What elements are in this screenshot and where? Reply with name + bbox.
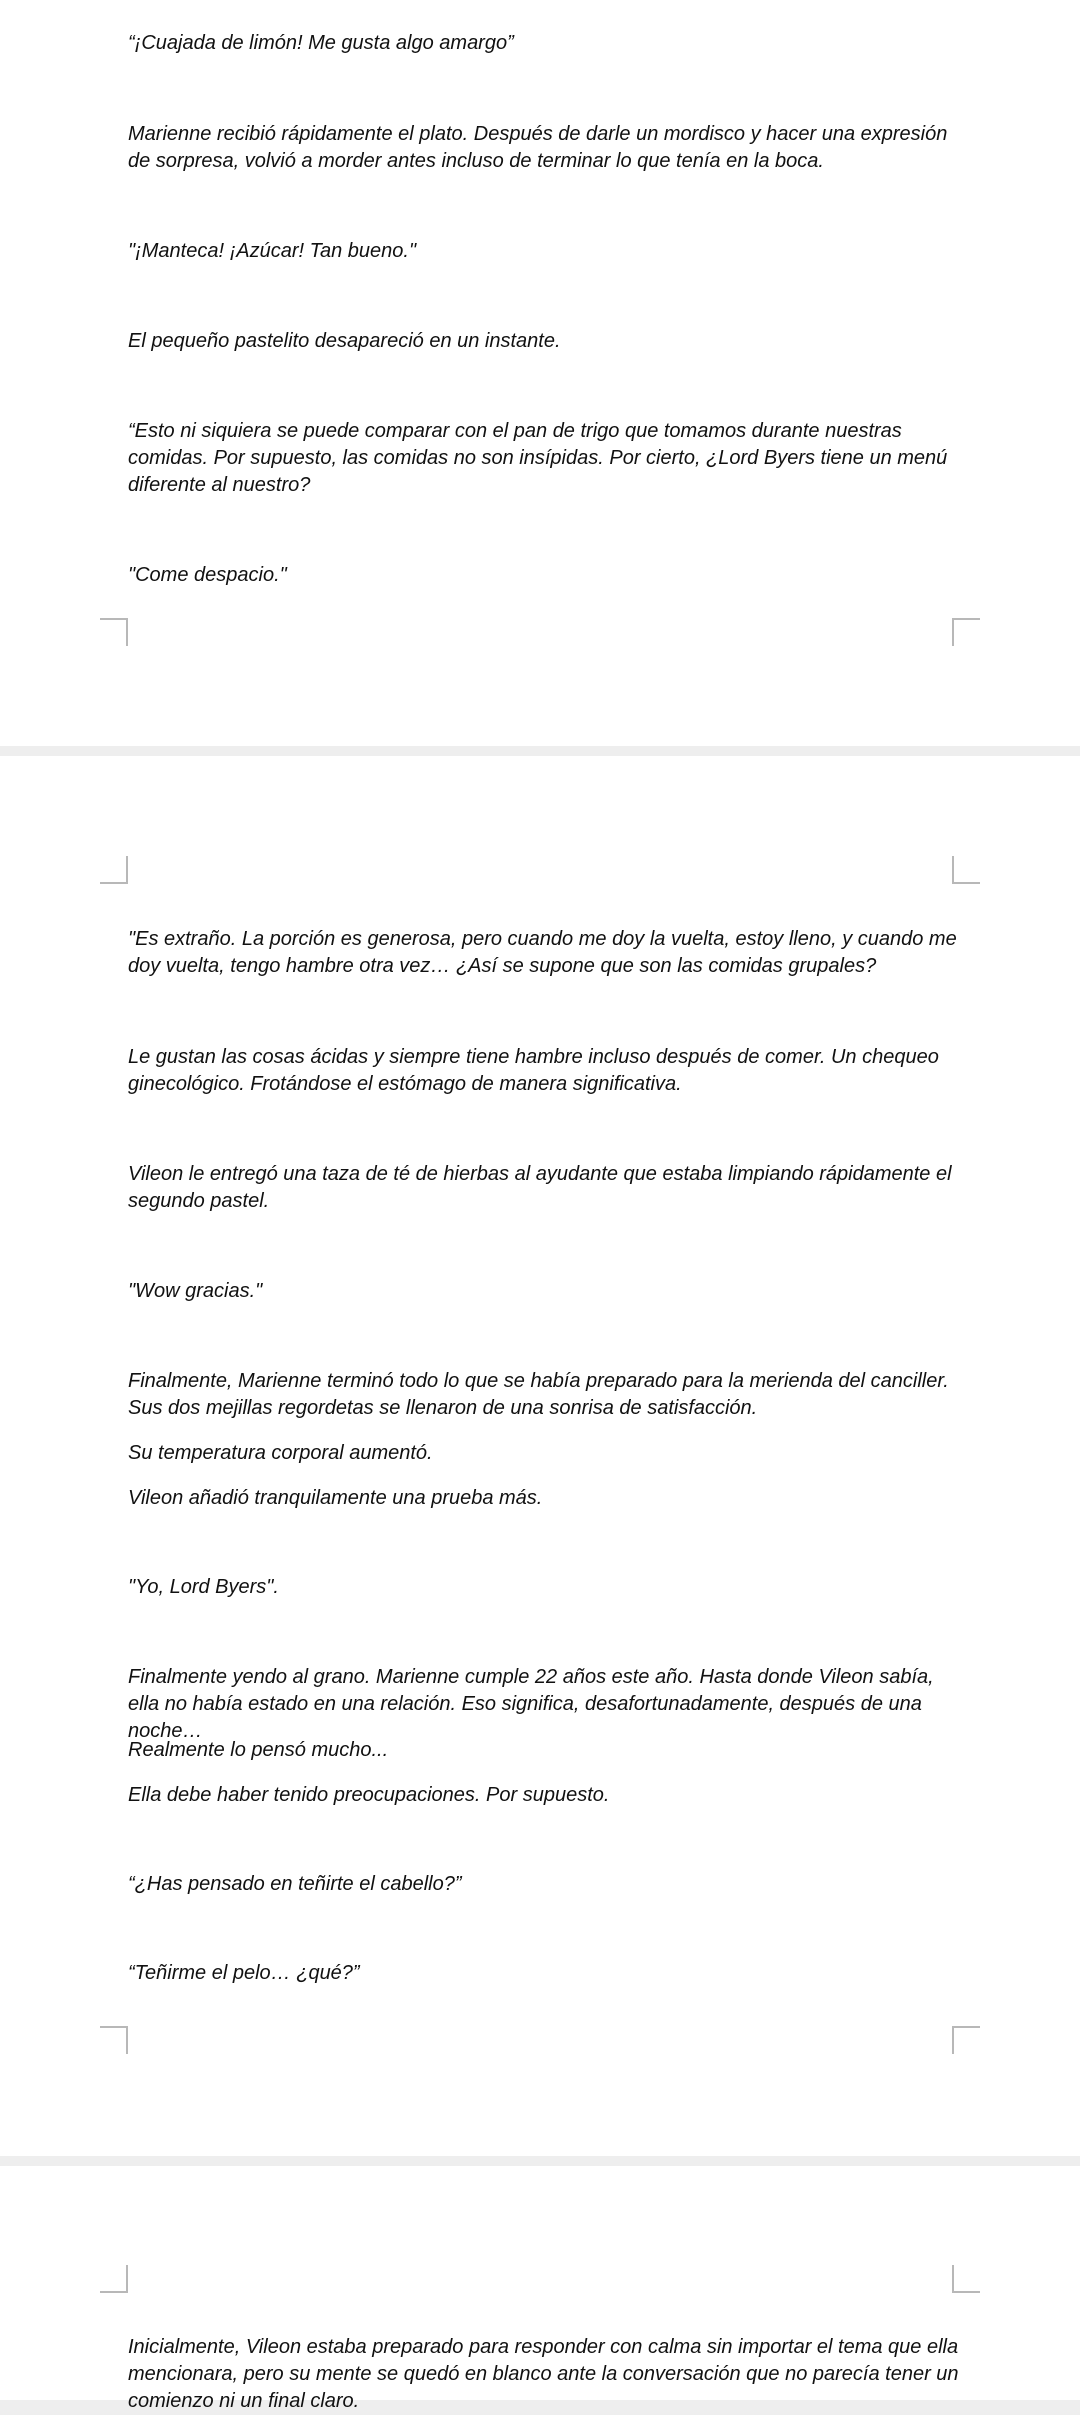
paragraph: Inicialmente, Vileon estaba preparado para responder con calma sin importar el tema que ella mencionara, pero su mente se quedó en blanco ante la conversación que no parecía tener un comienzo ni un final claro. (128, 2336, 959, 2412)
paragraph: "Wow gracias." (128, 1280, 263, 1302)
paragraph: Finalmente yendo al grano. Marienne cumple 22 años este año. Hasta donde Vileon sabía, ella no había estado en una relación. Eso significa, desafortunadamente, después de una noche… (128, 1666, 934, 1742)
page-corner-mark (952, 856, 980, 884)
paragraph: El pequeño pastelito desapareció en un instante. (128, 330, 561, 352)
paragraph: Vileon añadió tranquilamente una prueba más. (128, 1487, 543, 1509)
page-corner-mark (100, 856, 128, 884)
paragraph: "Come despacio." (128, 564, 287, 586)
document-page-3 (0, 2166, 1080, 2412)
paragraph: “Esto ni siquiera se puede comparar con el pan de trigo que tomamos durante nuestras comidas. Por supuesto, las comidas no son insípidas. Por cierto, ¿Lord Byers tiene un menú diferente al nuestro? (128, 420, 948, 496)
document-page-1 (0, 0, 1080, 746)
paragraph: Realmente lo pensó mucho... (128, 1739, 389, 1761)
paragraph: Su temperatura corporal aumentó. (128, 1442, 433, 1464)
paragraph: Ella debe haber tenido preocupaciones. Por supuesto. (128, 1784, 610, 1806)
paragraph: "Es extraño. La porción es generosa, pero cuando me doy la vuelta, estoy lleno, y cuando me doy vuelta, tengo hambre otra vez… ¿Así se supone que son las comidas grupales? (128, 928, 957, 977)
page-corner-mark (100, 2265, 128, 2293)
document-page-2 (0, 756, 1080, 2156)
page-corner-mark (952, 618, 980, 646)
paragraph: “¿Has pensado en teñirte el cabello?” (128, 1873, 462, 1895)
page-corner-mark (100, 618, 128, 646)
page-corner-mark (100, 2026, 128, 2054)
paragraph: “Teñirme el pelo… ¿qué?” (128, 1962, 360, 1984)
page-corner-mark (952, 2265, 980, 2293)
paragraph: Vileon le entregó una taza de té de hierbas al ayudante que estaba limpiando rápidamente el segundo pastel. (128, 1163, 952, 1212)
paragraph: "¡Manteca! ¡Azúcar! Tan bueno." (128, 240, 417, 262)
paragraph: “¡Cuajada de limón! Me gusta algo amargo” (128, 32, 514, 54)
paragraph: "Yo, Lord Byers". (128, 1576, 279, 1598)
paragraph: Le gustan las cosas ácidas y siempre tiene hambre incluso después de comer. Un chequeo ginecológico. Frotándose el estómago de manera significativa. (128, 1046, 939, 1095)
page-corner-mark (952, 2026, 980, 2054)
paragraph: Marienne recibió rápidamente el plato. Después de darle un mordisco y hacer una expresión de sorpresa, volvió a morder antes incluso de terminar lo que tenía en la boca. (128, 123, 948, 172)
paragraph: Finalmente, Marienne terminó todo lo que se había preparado para la merienda del canciller. Sus dos mejillas regordetas se llenaron de una sonrisa de satisfacción. (128, 1370, 949, 1419)
